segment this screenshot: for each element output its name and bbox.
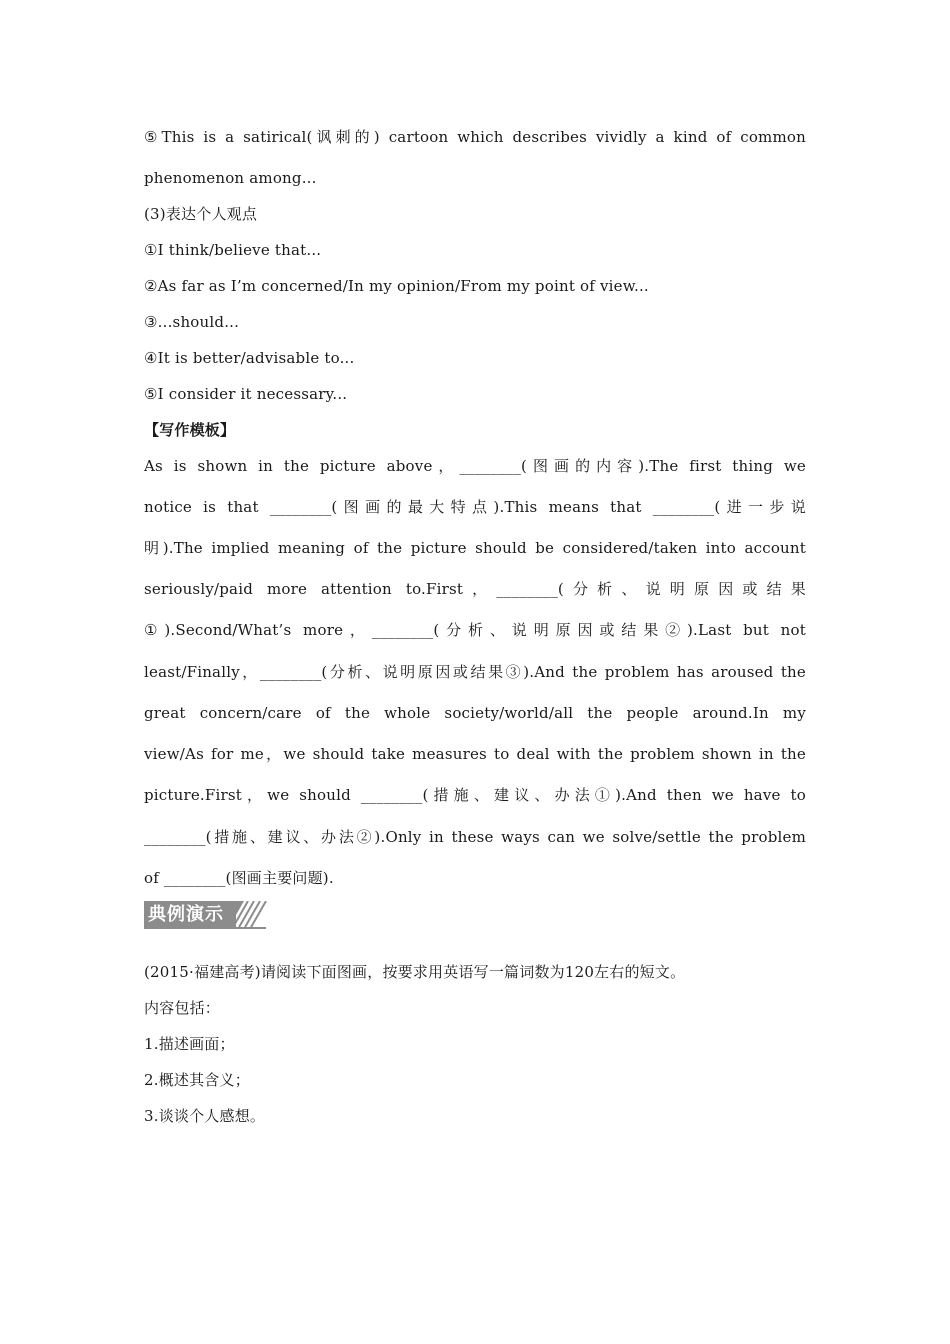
expression-line-5-cont: phenomenon among... bbox=[144, 169, 317, 187]
banner-title: 典例演示 bbox=[148, 904, 224, 925]
template-line-10: ________(措施、建议、办法②).Only in these ways can we solve/settle the problem bbox=[144, 828, 806, 846]
section-heading-opinion: (3)表达个人观点 bbox=[144, 205, 258, 223]
template-line-5: ①).Second/What’s more，________(分析、说明原因或结果②).Last but not bbox=[144, 621, 806, 639]
question-prompt: (2015·福建高考)请阅读下面图画，按要求用英语写一篇词数为120左右的短文。 bbox=[144, 963, 686, 981]
content-item-2: 2.概述其含义； bbox=[144, 1071, 250, 1089]
content-item-3: 3.谈谈个人感想。 bbox=[144, 1107, 266, 1125]
opinion-line-2: ②As far as I’m concerned/In my opinion/From my point of view... bbox=[144, 277, 649, 295]
template-line-8: view/As for me，we should take measures to deal with the problem shown in the bbox=[144, 745, 806, 763]
template-line-11: of ________(图画主要问题). bbox=[144, 869, 334, 887]
template-line-2: notice is that ________(图画的最大特点).This means that ________(进一步说 bbox=[144, 498, 806, 516]
content-heading: 内容包括： bbox=[144, 999, 221, 1017]
template-heading: 【写作模板】 bbox=[144, 421, 236, 439]
template-line-3: 明).The implied meaning of the picture should be considered/taken into account bbox=[144, 539, 806, 557]
opinion-line-3: ③...should... bbox=[144, 313, 240, 331]
opinion-line-5: ⑤I consider it necessary... bbox=[144, 385, 348, 403]
template-line-6: least/Finally，________(分析、说明原因或结果③).And the problem has aroused the bbox=[144, 663, 806, 681]
opinion-line-4: ④It is better/advisable to... bbox=[144, 349, 355, 367]
opinion-line-1: ①I think/believe that... bbox=[144, 241, 322, 259]
example-banner bbox=[144, 901, 274, 929]
template-line-9: picture.First，we should ________(措施、建议、办法①).And then we have to bbox=[144, 786, 806, 804]
expression-line-5: ⑤This is a satirical(讽刺的) cartoon which describes vividly a kind of common bbox=[144, 128, 806, 146]
template-line-7: great concern/care of the whole society/world/all the people around.In my bbox=[144, 704, 806, 722]
template-line-1: As is shown in the picture above，________(图画的内容).The first thing we bbox=[144, 457, 806, 475]
content-item-1: 1.描述画面； bbox=[144, 1035, 235, 1053]
template-line-4: seriously/paid more attention to.First，________(分析、说明原因或结果 bbox=[144, 580, 806, 598]
